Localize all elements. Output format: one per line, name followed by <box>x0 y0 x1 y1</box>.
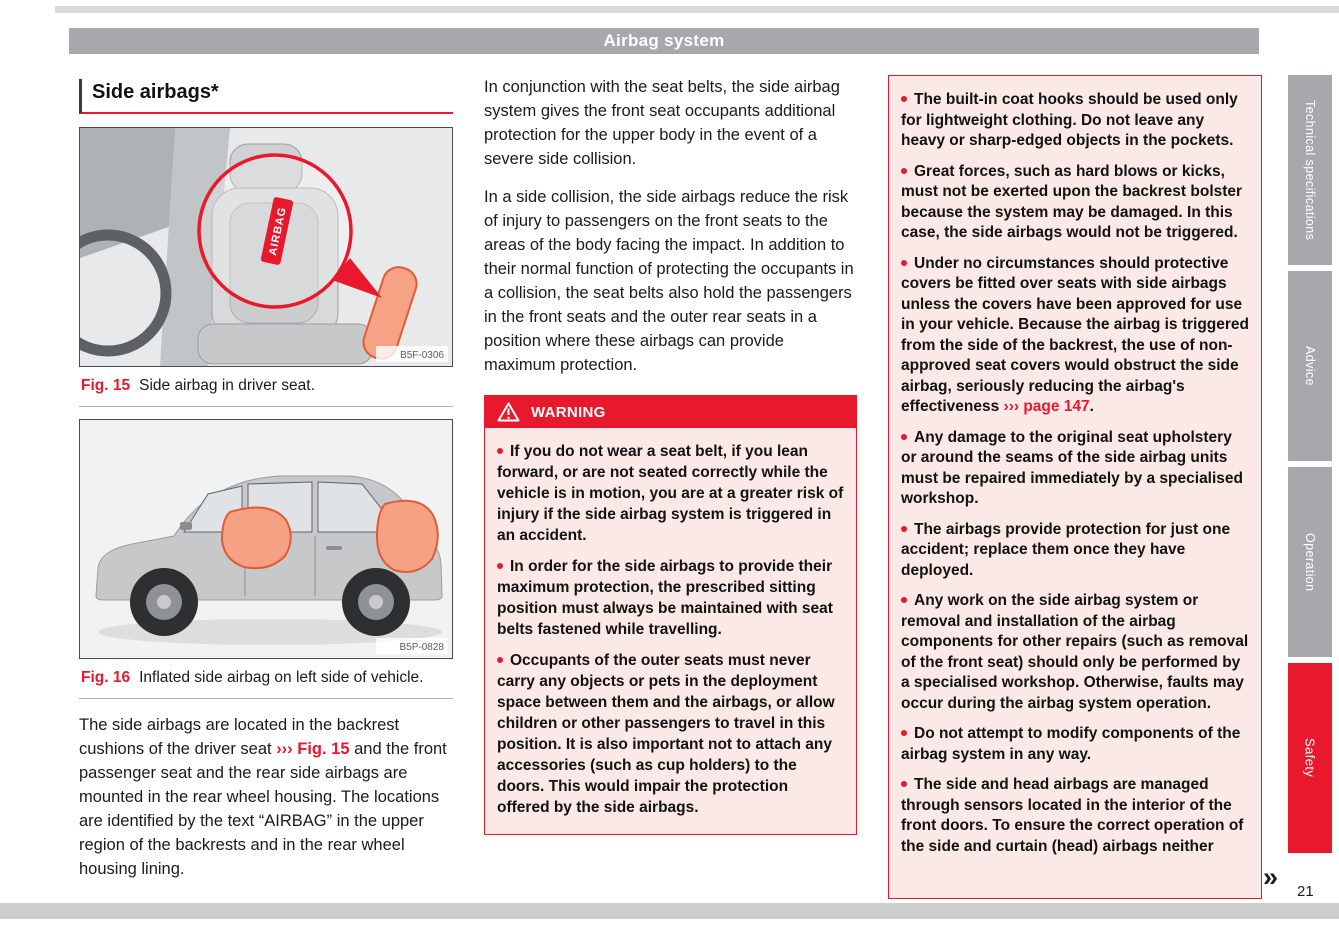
warning-bullet <box>901 428 1249 510</box>
left-paragraph <box>79 713 453 881</box>
tab-label: Operation <box>1303 532 1317 592</box>
side-mirror <box>180 522 192 530</box>
warning-bullet-text: Occupants of the outer seats must never carry any objects or pets in the deployment space between them and the airbags, or allow children or other passengers to travel in this position. It is also important not to attach any accessories (such as cup holders) to the doors. This would impair the protection offered by the side airbags. <box>497 652 835 816</box>
warning-header <box>485 396 856 428</box>
intro-paragraph-2: In a side collision, the side airbags reduce the risk of injury to passengers on the front seats to the areas of the body facing the impact. In addition to their normal function of protecting the occupants in a collision, the seat belts also hold the passengers in the front seats and the outer rear seats in a position where these airbags can provide maximum protection. <box>484 188 854 374</box>
page-number: 21 <box>1297 883 1314 900</box>
fig16-caption-text: Inflated side airbag on left side of vehicle. <box>139 669 424 686</box>
door-handle-rear <box>326 546 342 550</box>
left-paragraph-end: and the front passenger seat and the rear side airbags are mounted in the rear wheel housing. The locations are identified by the text “AIRBAG” in the upper region of the backrests and in the rear wheel housing lining. <box>79 740 447 878</box>
warning-bullet-text: Great forces, such as hard blows or kicks, must not be exerted upon the backrest bolster because the system may be damaged. In this case, the side airbags would not be triggered. <box>901 162 1243 241</box>
page-147-cross-reference[interactable]: ››› page 147 <box>1003 398 1090 415</box>
tab-label: Technical specifications <box>1303 99 1317 241</box>
tab-label: Safety <box>1302 738 1318 778</box>
fig16-label: Fig. 16 <box>81 669 131 686</box>
warning-bullet-text: In order for the side airbags to provide their maximum protection, the prescribed sitting position must always be maintained with seat belts fastened while travelling. <box>497 558 833 638</box>
warning-bullet-text: Under no circumstances should protective covers be fitted over seats with side airbags unless the covers have been approved for use in your vehicle. Because the airbag is triggered from the side of the backrest, the use of non-approved seat covers would obstruct the side airbag, seriously reducing the airbag's effectiveness <box>901 254 1250 415</box>
intro-paragraph-1: In conjunction with the seat belts, the side airbag system gives the front seat occupants additional protection for the upper body in the event of a severe side collision. <box>484 78 840 168</box>
warning-bullet <box>497 441 844 546</box>
warning-triangle-icon <box>497 402 520 422</box>
warning-title: WARNING <box>531 403 606 421</box>
warning-bullet <box>497 556 844 640</box>
warning-bullet <box>901 591 1249 714</box>
bullet-dot-icon <box>901 96 907 102</box>
fig15-image <box>79 127 453 367</box>
fig15-cross-reference[interactable]: ››› Fig. 15 <box>276 740 350 758</box>
inflated-airbag-front <box>222 508 291 569</box>
fig15-caption-text: Side airbag in driver seat. <box>139 377 315 394</box>
bullet-dot-icon <box>497 563 503 569</box>
bullet-dot-icon <box>901 597 907 603</box>
airbag-label-text: AIRBAG <box>266 205 289 257</box>
warning-bullet <box>497 650 844 818</box>
warning-continuation-box <box>888 75 1262 899</box>
warning-bullet-text: The airbags provide protection for just one accident; replace them once they have deployed. <box>901 520 1231 579</box>
warning-bullet-list <box>497 441 844 818</box>
bullet-dot-icon <box>497 448 503 454</box>
bullet-dot-icon <box>901 434 907 440</box>
left-paragraph-start: The side airbags are located in the backrest cushions of the driver seat <box>79 716 400 758</box>
rear-wheel <box>342 568 410 636</box>
warning-bullet-text: . <box>1089 398 1094 415</box>
warning-bullet <box>901 775 1249 857</box>
fig16-illustration <box>80 420 452 658</box>
middle-column <box>484 75 857 835</box>
left-column <box>79 75 453 881</box>
warning-bullet <box>901 724 1249 765</box>
warning-bullet <box>901 90 1249 152</box>
sidebar-tab-safety <box>1288 663 1332 853</box>
warning-bullet <box>901 520 1249 582</box>
bullet-dot-icon <box>901 168 907 174</box>
warning-bullet <box>901 162 1249 244</box>
continuation-marker: » <box>1263 862 1279 892</box>
fig15-caption <box>79 367 453 407</box>
page-top-edge <box>55 6 1339 13</box>
fig15-label: Fig. 15 <box>81 377 131 394</box>
chapter-title: Airbag system <box>603 31 725 50</box>
section-heading: Side airbags* <box>79 79 453 114</box>
bullet-dot-icon <box>901 526 907 532</box>
sidebar-tab-operation <box>1288 467 1332 657</box>
fig16-image-code: B5P-0828 <box>399 642 444 653</box>
sidebar-tab-advice <box>1288 271 1332 461</box>
bullet-dot-icon <box>497 657 503 663</box>
fig16-image <box>79 419 453 659</box>
warning-body <box>485 428 856 834</box>
warning-bullet-text: If you do not wear a seat belt, if you lean forward, or are not seated correctly while the vehicle is in motion, you are at a greater risk of injury if the side airbag system is triggered in an accident. <box>497 443 844 544</box>
warning-bullet-text: The side and head airbags are managed through sensors located in the interior of the front doors. To ensure the correct operation of the side and curtain (head) airbags neither <box>901 776 1244 855</box>
bullet-dot-icon <box>901 781 907 787</box>
fig16-caption <box>79 659 453 699</box>
bullet-dot-icon <box>901 730 907 736</box>
warning-bullet <box>901 254 1249 418</box>
warning-bullet-text: Any work on the side airbag system or removal and installation of the airbag components for other repairs (such as removal of the front seat) should only be performed by a specialised workshop. Otherwise, faults may occur during the airbag system operation. <box>901 592 1249 712</box>
fig15-illustration <box>80 128 452 366</box>
warning-bullet-text: The built-in coat hooks should be used only for lightweight clothing. Do not leave any heavy or sharp-edged objects in the pockets. <box>901 91 1238 149</box>
warning-bullet-text: Do not attempt to modify components of the airbag system in any way. <box>901 725 1241 763</box>
bullet-dot-icon <box>901 260 907 266</box>
warning-continuation-list <box>901 90 1249 857</box>
inflated-airbag-rear <box>377 501 438 572</box>
sidebar-tab-technical-specifications <box>1288 75 1332 265</box>
tab-label: Advice <box>1303 346 1317 386</box>
front-wheel <box>130 568 198 636</box>
fig15-image-code: B5F-0306 <box>400 350 444 361</box>
page-bottom-edge <box>0 903 1339 919</box>
chapter-header <box>69 28 1259 54</box>
warning-box <box>484 395 857 835</box>
warning-bullet-text: Any damage to the original seat upholstery or around the seams of the side airbag units must be repaired immediately by a specialised workshop. <box>901 428 1244 507</box>
